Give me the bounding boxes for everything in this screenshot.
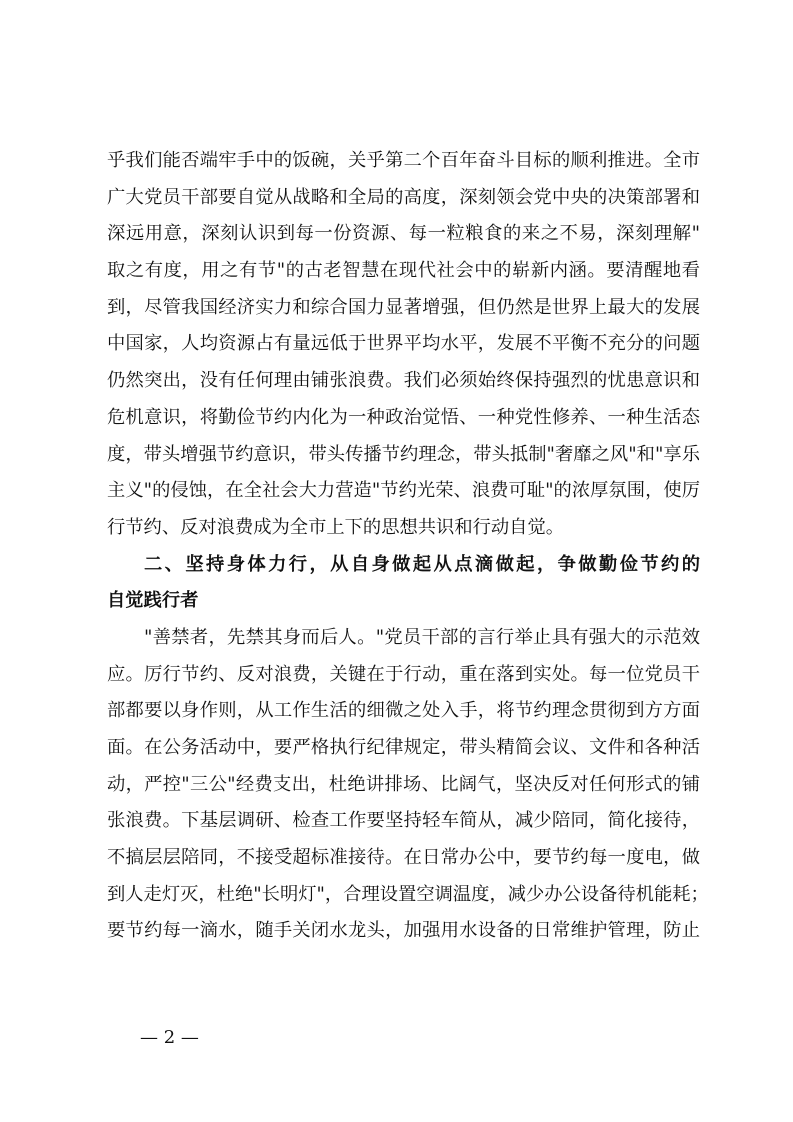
text-line: 广大党员干部要自觉从战略和全局的高度，深刻领会党中央的决策部署和 [107, 186, 700, 208]
text-line: "善禁者，先禁其身而后人。"党员干部的言行举止具有强大的示范效 [144, 626, 700, 648]
text-line: 主义"的侵蚀，在全社会大力营造"节约光荣、浪费可耻"的浓厚氛围，使厉 [107, 480, 700, 502]
text-line: 度，带头增强节约意识，带头传播节约理念，带头抵制"奢靡之风"和"享乐 [107, 443, 700, 465]
text-line: 面。在公务活动中，要严格执行纪律规定，带头精简会议、文件和各种活 [107, 737, 700, 758]
text-line: 行节约、反对浪费成为全市上下的思想共识和行动自觉。 [107, 516, 565, 538]
section-heading [107, 547, 700, 620]
text-line: 动，严控"三公"经费支出，杜绝讲排场、比阔气，坚决反对任何形式的铺 [107, 773, 700, 795]
page-number: — 2 — [140, 1027, 199, 1048]
text-line: 危机意识，将勤俭节约内化为一种政治觉悟、一种党性修养、一种生活态 [107, 406, 700, 428]
text-line: 乎我们能否端牢手中的饭碗，关乎第二个百年奋斗目标的顺利推进。全市 [107, 150, 700, 171]
paragraph-2 [107, 620, 709, 950]
text-line: 张浪费。下基层调研、检查工作要坚持轻车简从，减少陪同，简化接待， [107, 810, 700, 832]
text-line: 到人走灯灭，杜绝"长明灯"，合理设置空调温度，减少办公设备待机能耗； [107, 883, 709, 905]
heading-line: 二、坚持身体力行，从自身做起从点滴做起，争做勤俭节约的 [144, 553, 700, 575]
text-line: 到，尽管我国经济实力和综合国力显著增强，但仍然是世界上最大的发展 [107, 296, 700, 318]
text-line: 取之有度，用之有节"的古老智慧在现代社会中的崭新内涵。要清醒地看 [107, 260, 700, 282]
text-line: 应。厉行节约、反对浪费，关键在于行动，重在落到实处。每一位党员干 [107, 663, 700, 685]
paragraph-1 [107, 143, 700, 547]
document-body [107, 143, 709, 950]
text-line: 要节约每一滴水，随手关闭水龙头，加强用水设备的日常维护管理，防止 [107, 920, 700, 942]
text-line: 中国家，人均资源占有量远低于世界平均水平，发展不平衡不充分的问题 [107, 333, 700, 355]
heading-line: 自觉践行者 [107, 590, 199, 612]
text-line: 深远用意，深刻认识到每一份资源、每一粒粮食的来之不易，深刻理解" [107, 223, 700, 245]
text-line: 仍然突出，没有任何理由铺张浪费。我们必须始终保持强烈的忧患意识和 [107, 370, 700, 392]
text-line: 部都要以身作则，从工作生活的细微之处入手，将节约理念贯彻到方方面 [107, 700, 700, 722]
text-line: 不搞层层陪同，不接受超标准接待。在日常办公中，要节约每一度电，做 [107, 847, 700, 869]
